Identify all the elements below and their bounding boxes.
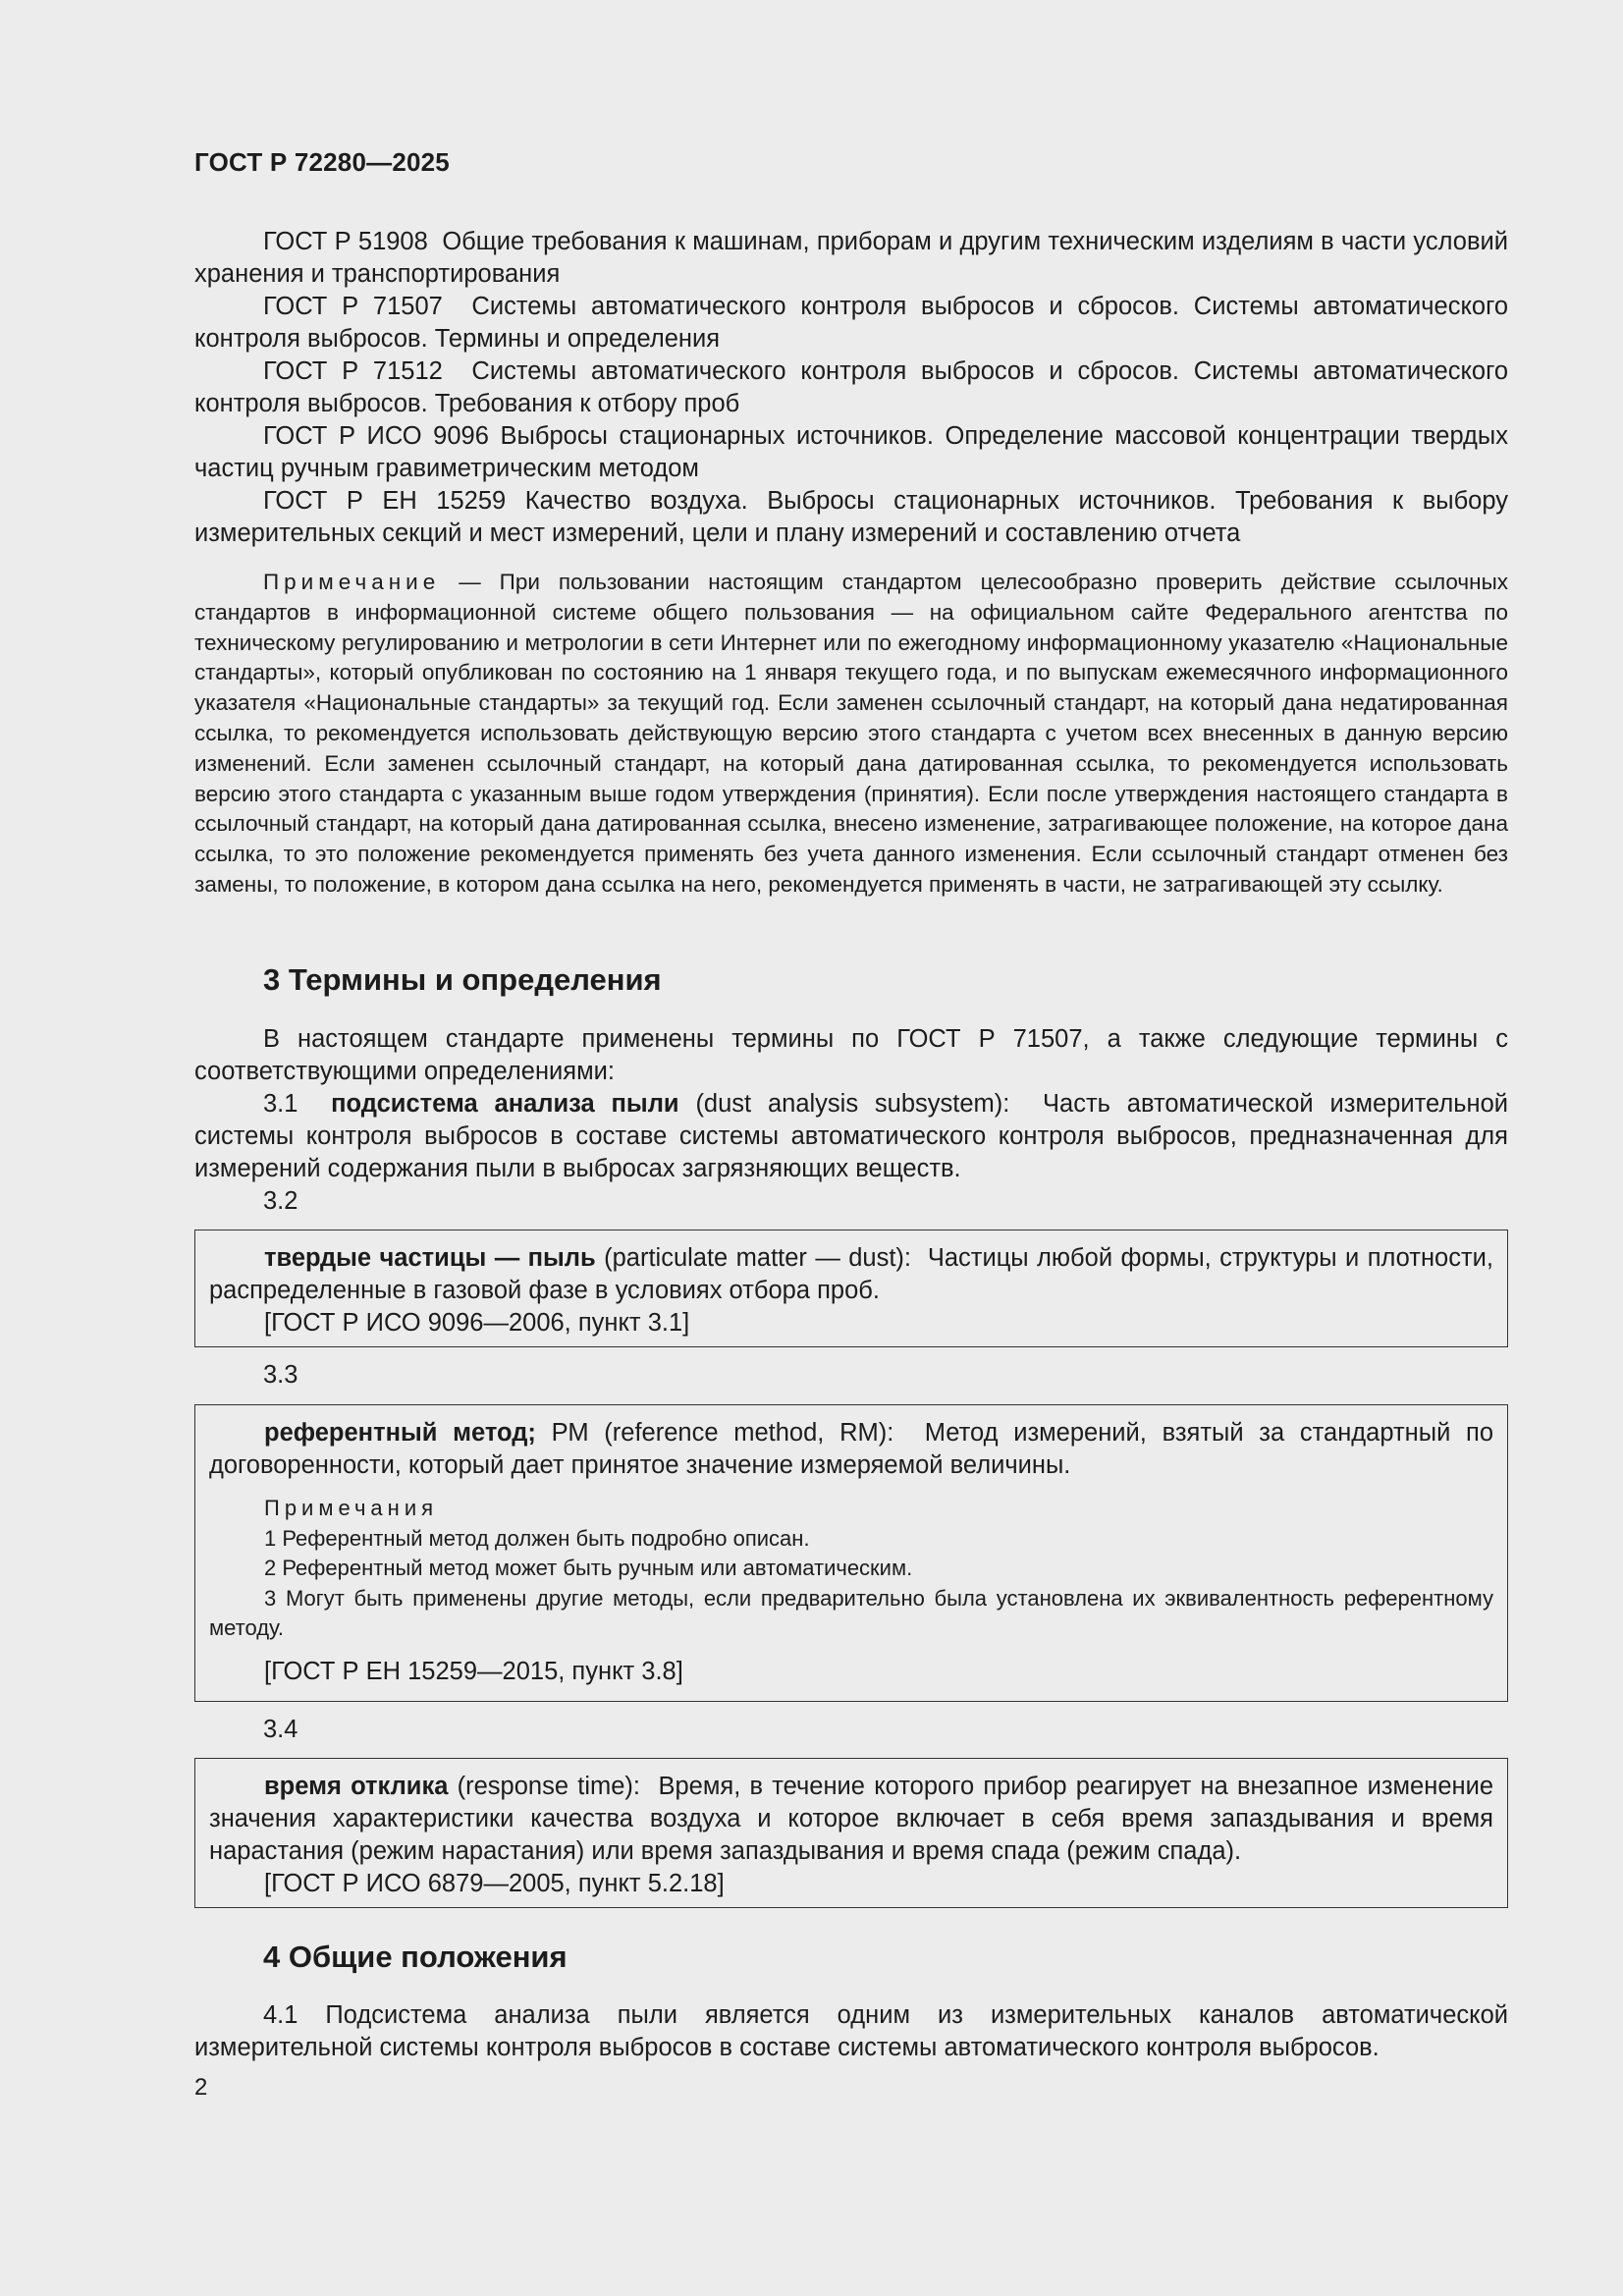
reference-item: ГОСТ Р ЕН 15259 Качество воздуха. Выбросы стационарных источников. Требования к выбору измерительных секций и мест измерений, цели и плану измерений и составлению отчета (194, 487, 1509, 547)
term-3-3-number: 3.3 (263, 1361, 298, 1389)
term-3-2-definition: твердые частицы — пыль (particulate matter — dust): Частицы любой формы, структуры и плотности, распределенные в газовой фазе в условиях отбора проб. (209, 1244, 1493, 1304)
section-3-intro-block (194, 1023, 1508, 1185)
term-3-2-number: 3.2 (263, 1187, 298, 1215)
term-3-4-definition: время отклика (response time): Время, в течение которого прибор реагирует на внезапное изменение значения характеристики качества воздуха и которое включает в себя время запаздывания и время нарастания (режим нарастания) или время запаздывания и время спада (режим спада). (209, 1773, 1494, 1865)
term-3-3-source: [ГОСТ Р ЕН 15259—2015, пункт 3.8] (264, 1657, 683, 1685)
page-number: 2 (194, 2074, 208, 2101)
term-3-3-note: 3 Могут быть применены другие методы, если предварительно была установлена их эквивалентность референтному методу. (209, 1585, 1493, 1640)
term-3-3-definition: референтный метод; РМ (reference method, RM): Метод измерений, взятый за стандартный по договоренности, который дает принятое значение измеряемой величины. (209, 1419, 1494, 1479)
section-4-heading: 4 Общие положения (263, 1940, 568, 1974)
term-3-3-box (194, 1404, 1508, 1702)
term-3-1: 3.1 подсистема анализа пыли (dust analysis subsystem): Часть автоматической измерительной системы контроля выбросов в составе системы автоматического контроля выбросов, предназначенная для измерений содержания пыли в выбросах загрязняющих веществ. (194, 1090, 1508, 1182)
term-3-2-box (194, 1230, 1508, 1347)
clause-4-1: 4.1 Подсистема анализа пыли является одним из измерительных каналов автоматической измерительной системы контроля выбросов в составе системы автоматического контроля выбросов. (194, 2001, 1508, 2061)
reference-item: ГОСТ Р 51908 Общие требования к машинам, приборам и другим техническим изделиям в части условий хранения и транспортирования (194, 228, 1508, 288)
term-3-3-note: 1 Референтный метод должен быть подробно описан. (264, 1525, 810, 1551)
section-3-heading: 3 Термины и определения (263, 962, 662, 997)
term-3-3-note: 2 Референтный метод может быть ручным или автоматическим. (264, 1556, 913, 1580)
reference-item: ГОСТ Р 71512 Системы автоматического контроля выбросов и сбросов. Системы автоматического контроля выбросов. Требования к отбору проб (194, 357, 1509, 417)
reference-item: ГОСТ Р 71507 Системы автоматического контроля выбросов и сбросов. Системы автоматического контроля выбросов. Термины и определения (194, 293, 1509, 353)
term-3-4-number: 3.4 (263, 1716, 298, 1743)
references-note (194, 568, 1508, 901)
reference-item: ГОСТ Р ИСО 9096 Выбросы стационарных источников. Определение массовой концентрации твердых частиц ручным гравиметрическим методом (194, 422, 1509, 482)
section-3-intro: В настоящем стандарте применены термины по ГОСТ Р 71507, а также следующие термины с соответствующими определениями: (194, 1025, 1508, 1085)
document-header: ГОСТ Р 72280—2025 (194, 147, 450, 177)
note-text: — При пользовании настоящим стандартом целесообразно проверить действие ссылочных стандартов в информационной системе общего пользования — на официальном сайте Федерального агентства по техническому регулированию и метрологии в сети Интернет или по ежегодному информационному указателю «Национальные стандарты», который опубликован по состоянию на 1 января текущего года, и по выпускам ежемесячного информационного указателя «Национальные стандарты» за текущий год. Если заменен ссылочный стандарт, на который дана недатированная ссылка, то рекомендуется использовать действующую версию этого стандарта с учетом всех внесенных в данную версию изменений. Если заменен ссылочный стандарт, на который дана датированная ссылка, то рекомендуется использовать версию этого стандарта с указанным выше годом утверждения (принятия). Если после утверждения настоящего стандарта в ссылочный стандарт, на который дана датированная ссылка, внесено изменение, затрагивающее положение, на которое дана ссылка, то это положение рекомендуется применять без учета данного изменения. Если ссылочный стандарт отменен без замены, то положение, в котором дана ссылка на него, рекомендуется применять в части, не затрагивающей эту ссылку. (194, 570, 1508, 897)
term-3-4-box (194, 1758, 1508, 1908)
term-3-4-source: [ГОСТ Р ИСО 6879—2005, пункт 5.2.18] (264, 1870, 725, 1897)
note-label: Примечание (263, 570, 441, 594)
normative-references (194, 226, 1508, 550)
term-3-3-notes-label: Примечания (264, 1496, 439, 1520)
term-3-2-source: [ГОСТ Р ИСО 9096—2006, пункт 3.1] (264, 1309, 690, 1337)
section-4-block (194, 1999, 1508, 2064)
